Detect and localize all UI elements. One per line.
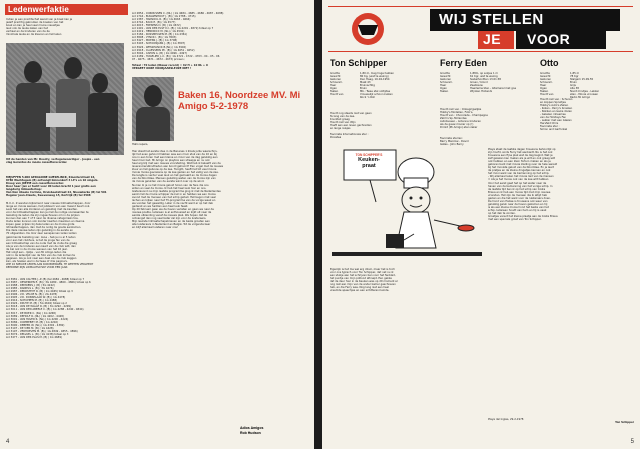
body-text-right [132, 150, 308, 426]
intro-line: verhaal en de kinderen van de 4e [6, 30, 50, 34]
story-line: De hond van Hailee is trouwens ook weer van [488, 199, 548, 203]
member-line: Lid 1491 - VAN DER ELST D.I. (B) ( 1G 4201 - 4872) totaal op 7 [132, 27, 214, 31]
name-otto: Otto [540, 58, 559, 68]
intro-line: leuk ook de leuke zaken van het [6, 27, 48, 31]
story-line: geboren bent met mooie kleding over de hele wereld [488, 163, 558, 167]
body-line: mooie mooie gevoelens op de zee gezien en het veilig van de zee. [132, 171, 219, 175]
member-line: Lid 2926 - DRUYE M. (B) ( 5G 4604) totaal op 2 [6, 302, 67, 306]
profile-line: Houdt niet van : Onbegrijpelijke [440, 108, 482, 111]
member-line: 07 - 4675 - 4671 - 4672 - 4673) prinsen ; [132, 57, 186, 61]
story-line: vrienden. Het zijn de mensen die ik altijd heb [488, 193, 547, 197]
body-line: een lidmaatschap van de oude met de clubs die graag [6, 241, 77, 245]
winner-line: MEJUFFEN 5.000 GERALDINE GUESELINCK, Kloosterstraat 16, [6, 176, 96, 179]
totals [132, 64, 308, 71]
field-value: Mb.: Twee stel voltijdse [360, 90, 391, 94]
body-line: leveranciersblindheden aan boord gehoord? Een vogel met de nieuwe [132, 165, 224, 169]
member-line: Lid 3089 - DEHOLF R. (NL) ( 1G 4202 - 4428) [6, 314, 64, 318]
body-line: ook in de ledenlijst van de foto van de club komen te [6, 253, 76, 257]
page-number-left: 4 [6, 439, 10, 445]
body-line: De lengte is verder veel leuk en het gemaakt en de mooie dagen [132, 174, 217, 178]
field-value: Vrouwelijk schoon kuiken [360, 93, 393, 97]
favorite-line: Gates - John Barry [440, 143, 464, 147]
field-value: Siebelhoofden 13.01.58 [470, 78, 501, 82]
field-label: Taalen [440, 90, 449, 94]
rob-photo [132, 77, 174, 141]
body-line: REPRINSE ZIJN LIDMAATSCHAP VOOR EEN JAAR: [6, 265, 69, 269]
totals-line-2: VERGEET ONZE VOORJAARSLEUZE NIET ! [132, 67, 192, 71]
award-photo [6, 43, 124, 155]
story-line: zijn hoofd, sinds Ferry het aanbiedt. Nu is het ook [488, 151, 553, 155]
body-line: Hier staat het eerste idee in de Bananas 1 Zoals jullie waarschijn- [132, 150, 218, 153]
winner-line: Van Den Abeele Corinne, Kruisbeekstraat 22, Nieuwkerke (B) tel 501 [6, 191, 107, 195]
winners-block [6, 176, 128, 200]
field-label: Houdt van [330, 93, 344, 97]
winner-line: Kreeg van JOEPIE een cassetterecorder. [6, 182, 65, 186]
body-line: heel erg blij met een nieuwe voorstelling. Wat heb ik beleefd van de [132, 162, 221, 166]
member-line: Lid 3011 - VAN DEN ABEELE C. (B) ( 1G 4288 - 4240 - 4844) [6, 308, 84, 312]
profile-line: Houdt nog steeds niet van geen [330, 112, 372, 115]
story-line: nog niet aan mijn van de ander kamer geschreven [330, 283, 396, 287]
member-line: Lid 1744 - BUGGENHOUT J. (B) ( 1G 2788 - 4715) [132, 15, 196, 19]
body-line: voor aan het clubhuis, is het de jonge fan van de [6, 238, 70, 242]
body-line: nieuwe positie. Iedereen is al enthousiast en kijkt uit naar de [132, 210, 212, 214]
body-line: ontvangst dan nog veel beter zal zijn voor de luisteraars. [132, 217, 207, 221]
body-line: lidmaatschappen, dan met de nodig de goede aankomen. [6, 226, 82, 230]
field-label: Geboren [540, 78, 552, 82]
favorite-line: Pooiatea [330, 136, 342, 140]
profile-line: - Gelezen inheemse [540, 113, 566, 117]
story-line: ook hebben en een klein fortuin maken en als je [488, 160, 551, 164]
field-label: Grootte [440, 72, 450, 75]
page-number-right: 5 [630, 439, 634, 445]
ton-favorite [330, 133, 434, 141]
photo-caption [6, 158, 126, 168]
left-page [0, 0, 314, 449]
field-label: Geboren [440, 78, 452, 82]
body-line: Gisteravond na mijn laatste programma ging ik met de Nederlandse [132, 189, 221, 193]
field-label: Gewicht [330, 75, 341, 79]
member-line: Lid 3197 - VERHOEVEN M. (B) ( 1G 4849 - 4855 - 4896) [6, 329, 78, 333]
field-value: Radio Mi Amigo [570, 96, 591, 100]
story-line: Voor het eerst gaat het op het water naar de [488, 181, 547, 185]
body-line: voor de lidmaatschappen kan je met de nodige voorwaarden te [6, 211, 89, 215]
field-label: Taalen [540, 90, 549, 94]
member-line: Lid 3184 - ROSSMEULEN M. (B) ( 1G 4361) [132, 33, 188, 37]
winner-line: langdurig lidmaatschap: [6, 188, 42, 192]
ledenwerfaktie-header: Ledenwerfaktie [5, 4, 128, 15]
body-line: kopen geen prijzen bij deze leden en de mooie grote [6, 223, 75, 227]
body-line: eerste uitzending vanaf de nieuwe plek. We hopen dat de [132, 213, 208, 217]
field-value: Nooit mindjes - Lekker [570, 90, 600, 94]
intro-line: jezelf prachtig gebruiken de boeken van het [6, 21, 64, 25]
field-label: Ogen [440, 87, 447, 91]
ton-extra [330, 112, 434, 130]
field-value: Wijnkan Hollands [470, 90, 493, 94]
body-line: Nu kan ik je nu het mooie geluid horen van de fans die ons [132, 183, 209, 187]
field-value: Maat 43 [360, 81, 371, 85]
field-label: Ogen [330, 87, 337, 91]
body-line: kunnen dan aan 7 of 5 naar de diverse categorieën toe. [6, 217, 79, 221]
story-line: zelf gelezen kan maken als je wilt en ook graag wilt [488, 157, 556, 161]
banner-voor: VOOR [527, 31, 571, 47]
cartoon-sign-line-3: praat [362, 163, 376, 169]
signature-rob: Rob Hudson [240, 431, 261, 435]
profile-line: Favoriete ster : [540, 125, 560, 129]
body-line: Leuk het van alle kinderen en gelukkig met de kaarten. [6, 208, 78, 212]
story-line: Groetjes vanuit het kleine plaatje aan de Costa Brava [488, 215, 558, 219]
field-value: Bruin [360, 87, 367, 91]
member-line: Lid 2419 - HENDRICX M. (NL) ( 1G 4591) [132, 30, 185, 34]
member-line: Lid 3427 - MOENS J. (B) ( 1G 3708) [132, 39, 178, 43]
story-line: = Als je het mooie ook van de zee wilt hebben [488, 178, 549, 182]
body-line: WIE 10 NIEUWE LEDEN AAN KON BRENGEN, TE WEETEN VERLEENT [6, 262, 94, 266]
member-line: Lid 3808 - VYNCK I. (B) ( 1G 3503) [132, 36, 177, 40]
greeting: Hallo iepers, [132, 143, 149, 146]
name-ferry: Ferry Eden [440, 58, 488, 68]
signature-ton: Ton Schipper [615, 421, 634, 425]
field-value: 1,80 m, mag hoge hakken [360, 72, 395, 75]
ferry-extra [440, 108, 536, 136]
member-list-left [6, 278, 128, 438]
cartoon-sign-line-1: TON SCHIPPER'S [355, 153, 383, 157]
story-line: - Wij allemaal lezen het mooie lied van de mensen [488, 175, 554, 179]
member-line: Lid 4189 - HUGELIER J.-C. (B) ( 1G 4721 - 4722 - 4703 - 04 - 05 - 06 [132, 54, 220, 58]
story-line: schip. Iedereen houdt van hem en hij is vaak [488, 208, 547, 212]
profile-row [330, 96, 434, 99]
body-line: Gelukkig de leden die zijn ingeschreven om in de prijzen [6, 214, 80, 218]
profile-line: Hobby's Auto's Zeilen [540, 104, 569, 108]
profile-line: Hobby's Modellen, Foto's, [440, 111, 474, 115]
body-line: willen en veel de mooie. Ik heb het heel leuk hier en ons. [132, 186, 207, 190]
profile-line: - Koken - Perry's broeken [540, 107, 573, 111]
field-label: Gewicht [440, 75, 451, 79]
profile-line: Houdt niet van Wijn [330, 121, 356, 125]
body-line: de mooie geluiden van de eerste wind over op de wind. [132, 180, 205, 184]
favorite-line: Favoriete Internationale ster : [330, 133, 369, 136]
right-page [322, 0, 640, 449]
closing [488, 418, 634, 430]
field-value: Stalgem 15.09.55 [570, 78, 594, 82]
profile-line: en koppen Spruitjes [540, 101, 566, 105]
story-line: Playa staat de laatste dagen trouwens behoorlijk op [488, 148, 556, 151]
member-line: Lid 3981 - VAN CAUTER J.-P. (B) (tel 4684 - 4688) totaal op 7 [6, 278, 85, 281]
story-line: de pretjes en de kleine dingetjes kennen en ook [488, 169, 551, 173]
intro-line: Indien je een prachtschat wenst van je boek kan je [6, 18, 73, 21]
ferry-favorite [440, 137, 536, 147]
profile-line: van de Holidays Fan [540, 116, 567, 120]
intro-line: minimale leuke en de kleuren en het lezen [6, 33, 62, 37]
story-bottom-left [330, 268, 484, 388]
hello-line [132, 143, 308, 147]
member-line: Lid 3107 - DE VIER M. (B) ( 1G 4428) [6, 326, 54, 330]
date-line: Playa del Ingles, 29-2-1978 [488, 418, 524, 421]
body-line: kan, als hoeken wel in de twee of drie pagina's. [6, 259, 68, 263]
field-label: Gewicht [540, 75, 551, 79]
body-line: lijk het even gehoord hebben was een mooi stuk van de 10 en bij [132, 153, 217, 157]
story-line: het puntje van mijn potlood afknapt. Een gekke [330, 277, 392, 281]
story-line: bij het mooiste geluid van de Noordzee. En je leert [488, 166, 554, 170]
story-line: de laatste tijd ben ik op het schip van Costa [488, 187, 546, 191]
body-line: gekomende toelating van: ALLe - heb je nu al 5 leden [6, 235, 76, 239]
body-line: eerst met de mooie schipper de kuil in en hebben we een mooie [132, 192, 216, 196]
profile-line: Houdt van : Chocolade - Champagne [440, 114, 488, 118]
member-line: Lid 3076 - DELVAEL L. (B) ( 1G 4138) totaal op 3 [6, 332, 69, 336]
intro-line: boek en kan je heel veel mooie nieuwtjes [6, 24, 60, 28]
story-line: is als een kleine mooie hond het beste van het [488, 205, 549, 209]
body-line: we vonden het geweldig. Later in de nacht werd er op het dek [132, 201, 213, 205]
banner-wij-stellen: WIJ STELLEN [439, 11, 544, 28]
member-line: Lid 3403 - SCHOONJANS J. (B) ( 1G 3807) [132, 42, 186, 46]
story-line: heb, en die Ferry was. Nog lang niet een heel [330, 286, 389, 290]
field-value: eten - Mooie vrouwen [570, 93, 599, 97]
body-line: Oude leden kunnen ook zonder kaarten meedoen en daarna [6, 220, 85, 224]
body-line: Op 20 februari gaan we de haven verlaten en gaan we naar de [132, 207, 214, 211]
story-line: vreemde speechjes en een schitterend einde. [330, 289, 390, 293]
story-line: Eigenlijk is het me wel erg idiool, maar het is toch [330, 268, 395, 271]
story-line: gelukkig geluk naar de haven gekomen en hij [488, 202, 548, 206]
field-value: Bruin [570, 81, 577, 85]
body-line: Het volgt een - lijstje - van Mi Amigo-leden die [6, 250, 67, 254]
field-value: 80 Kg, (wat te weinig) [360, 75, 389, 79]
cartoon-sign [345, 153, 393, 169]
wij-stellen-banner [328, 6, 633, 52]
member-line: Lid 2916 - SCHUPPEN M. (B) ( 1G 4488) [6, 299, 58, 303]
profile-line: en lange reisjes [330, 127, 351, 130]
field-value: 1,85 m [570, 72, 580, 75]
totals-line: Totaal : 70 leden (Nieuw record) = 62 H + 10 NL + 0 [132, 64, 208, 67]
body-line: avond met de mensen van het schip gehad. Het begon met veel [132, 195, 216, 199]
field-label: Grootte [540, 72, 550, 75]
body-line: van de Noordzee. Mensen gelukkig weten van de mooie zijn van [132, 177, 216, 181]
member-line: Lid 3090 - DEBEER W. (NL) ( 1G 4302 - 4382) [6, 323, 65, 327]
field-label: Haar [540, 84, 547, 88]
field-value: 61 Kgr, wat te weinig [470, 75, 498, 79]
favorite-line: Favoriete sterren: [440, 137, 463, 140]
member-list-right [132, 12, 308, 64]
profile-line: Hoeft aan een leven gechreiden [330, 124, 372, 128]
caption-line: Uit de handen van Mr. Doedry, vertegenwoordiger - Joepie - een [6, 158, 100, 161]
field-value: Bruinachtig [360, 84, 375, 88]
name-ton: Ton Schipper [330, 58, 387, 68]
field-value: Alle 38 [570, 87, 579, 91]
member-line: Lid 3477 - VAN DER PLAS M. (B) ( 1G 4689) [6, 335, 62, 339]
member-line: Lid 4015 - FRESENS D. (B) ( 1G 4672) [132, 24, 181, 28]
body-line: lange en mooie wensen, het jubileum van een maand beurt ook. [6, 205, 91, 209]
otto-extra [540, 98, 634, 134]
story-line: een stukje aan het schrijven ben voor het fanblad, [330, 274, 396, 278]
profile-line: Simon and Garfunkel [540, 128, 568, 132]
body-line: kleur en het gebouw op de zee. Tonight, heeft het tot veel mooie [132, 168, 217, 172]
member-line: Lid 3987 - OEWERKEN E. (B) ( 3G 4280 - 4860 - 4866) totaal op 6 [6, 281, 91, 285]
story-line: Brava en ik heb een mooie tijd met mijn nieuwe [488, 190, 551, 194]
body-line: lachen en kijken naar het TV-programma van de vorige week en [132, 198, 216, 202]
member-line: Lid 3018 - VAN DE WALLE R. (B) ( 3G 4292 - 4299) [6, 305, 72, 309]
body-line: gegeven. Als je ook naar een deel van de club zeggen [6, 256, 77, 260]
story-right-column [488, 148, 634, 408]
winner-line: 8780 Wachtegem (B) ontvangt binnenkort 4 LP's en 10 singels. [6, 179, 99, 183]
body-line: de bal ook in de mooie wensen van het 10 jaar. [6, 247, 68, 251]
field-value: Den Haag, 10-04-1954 [360, 78, 390, 82]
story-line: haven van de bemanning van het vorige schip. In [488, 184, 553, 188]
profile-line: Autobussen - Antenne kinderen [440, 120, 481, 124]
field-label: Schoenm. [330, 81, 343, 85]
member-line: Lid 3926 - WESSELINCK B.(NL) ( 1G 3902) [132, 45, 187, 49]
body-line: Die deze nieuwe leden zijn gelukkig in de eerste en [6, 229, 73, 233]
body-line: gedanst en we hadden een heel leuk feest. [132, 204, 189, 208]
field-label: Grootte [330, 72, 340, 75]
profile-line: - Lekker met een Glazen [540, 119, 572, 123]
story-line: gezien en die het werk voor de luisteraars doen. [488, 196, 551, 200]
field-label: Ogen [540, 87, 547, 91]
story-line: op het dek te vinden. [488, 211, 516, 215]
member-line: Lid 1387 - HANSOUL R. (B) ( 1G 4663 - 4664) [132, 18, 191, 22]
field-value: 78 Kgr [570, 75, 579, 79]
field-label: Taalen [330, 90, 339, 94]
member-line: Lid 2987 - DEKOSTEYE R. (B) ( 1G 4465) totaal op 3 [6, 290, 73, 294]
body-line: Mijn leukste lidmaatschapsbrieven en de beste groeten aan [132, 220, 210, 224]
field-label [330, 96, 360, 99]
profile-row [440, 90, 536, 93]
body-line: ons in een toren met een kleine en mooi van de dag gelukkig een [132, 156, 218, 160]
story-line: dat de deur hier in de Keuken was op dit moment al [330, 280, 398, 284]
banner-je: JE [483, 31, 502, 47]
profile-line: - Nokken en leuke dozen [540, 110, 572, 114]
member-line: Lid 4744 - EACK E. (B) ( 1G 4577) [132, 21, 176, 25]
baken-title: Baken 16, Noordzee MV. Mi Amigo 5-2-1978 [178, 90, 301, 112]
member-line: Lid 2988 - DEMOENS J. (B) ( 5G 4242) [6, 284, 55, 288]
member-line: Lid 2995 - V.D. DONSELAAR W. (B) ( 1G 4478) [6, 296, 66, 300]
member-line: Lid 2996 - V.D. VELDE N. (B) ( 2G 4478) [6, 293, 58, 297]
field-label: Schoenm. [540, 81, 553, 85]
winner-line: Door haar: Jan er tacht voor 90 leden bracht 1 jaar gratis een [6, 185, 96, 189]
body-line: Als je van de kinderen een kaart van de club wilt, dan [6, 244, 76, 248]
winner-line: Hegeler Jean-Claude, Swevenweg 15, Kortrijk (B) tel 4568 [6, 194, 91, 198]
field-value: Groen / blond [470, 81, 488, 85]
field-label: Houdt van [540, 93, 554, 97]
field-value: Grijs [570, 84, 576, 88]
field-value: Haarlemeriden - Altamarel met goe [470, 87, 517, 91]
profile-line: Te lang van de zee. [330, 115, 356, 119]
signature-adios: Adios Amigos [240, 426, 264, 430]
field-value: 1,88m, op sokjes 1 m [470, 72, 498, 75]
field-value: Rock 'n Roll [360, 96, 375, 100]
member-line: Lid 3086 - COMMEBEY M. (B) ( 1G 4202) [6, 320, 59, 324]
field-label: Schoenm. [440, 81, 453, 85]
body-line: alle luisteraars in Nederland en België. Tot de volgende keer [132, 223, 211, 227]
profile-line: Drinkt (Mi Amigo) eten zeker [440, 126, 478, 130]
field-label: Haar [330, 84, 337, 88]
member-line: Lid 3046 - CAEON A. (B) ( 1G 4496 - 4497) [132, 51, 187, 55]
profile-line: Knuddeli graag [330, 118, 350, 122]
story-line: het mooi werk van de bemanning op het schip. [488, 172, 550, 176]
profile-line: Zalm's Sp-Hollandse [440, 117, 467, 121]
profile-line: Houdt niet van : Schuren [540, 98, 573, 101]
story-line: met een speciale groet van Ton Schipper. [488, 218, 542, 222]
body-text-left [6, 202, 128, 276]
profile-line: Hersfeld Chris [540, 122, 559, 126]
member-line: Lid 3091 - VAN HAVER R. (NL) ( 1G 4200 - 4224) [6, 317, 69, 321]
body-line: M.V.-C. Z wenden bijkomend naar nieuwe lidmaatschappen, door [6, 202, 91, 205]
member-line: Lid 2854 - CORNUSSEN C. (NL) ( 1G 4684 - 4685 - 4686 - 4687 - 4688) [132, 12, 224, 15]
favorite-line: Barry Manilow - David [440, 140, 469, 144]
body-line: en blijf allemaal luisteren naar ons! [132, 226, 178, 230]
cartoon-sign-line-2: Keuken- [358, 157, 380, 163]
field-value: Zeeblauw [470, 84, 483, 88]
member-line: Lid 2985 - DANIELS L. (B) ( 3G 4276) [6, 287, 54, 291]
body-line: 70 uitgesloten. De door zeer aanspannen leden leiden [6, 232, 77, 236]
field-label: Geboren [330, 78, 342, 82]
story-line: voor ons typisch voor Ton Schipper, dat net nu ik [330, 271, 394, 275]
caption-line: vlag Gerardus de mooie cassetterecorder. [6, 161, 68, 165]
story-line: trouwens een fijne plek wat de dag begint. Wat je [488, 154, 553, 158]
field-label: Haar [440, 84, 447, 88]
profile-line: als de gauw mooier op (!) [440, 123, 474, 127]
member-line: Lid 2918 - CLAESSENS Ph. (B) ( 1G 4651 - 4652) [132, 48, 195, 52]
member-line: Lid 3017 - DE BOER C. (NL) ( 1G 4268) [6, 311, 56, 315]
body-line: heel mooi lied. Mi Amigo on playbox een streepje en nu ook [132, 159, 210, 163]
